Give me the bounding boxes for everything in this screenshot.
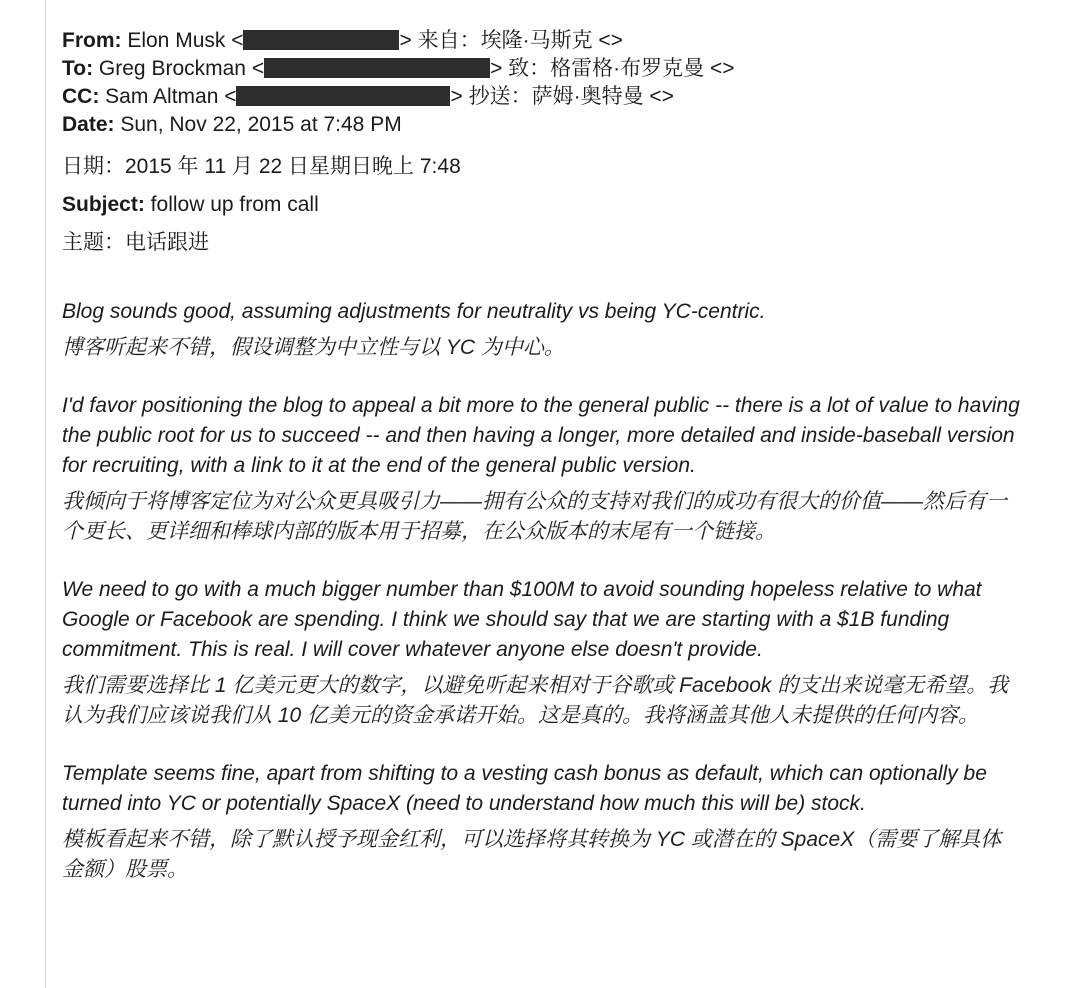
date-line <box>62 111 1022 139</box>
from-name: Elon Musk < <box>121 29 244 52</box>
paragraph-2-en: I'd favor positioning the blog to appeal a bit more to the general public -- there is a lot of value to having the public root for us to succeed -- and then having a longer, more detailed and inside-baseball version for recruiting, with a link to it at the end of the general public version. <box>62 394 1020 477</box>
redacted-email-to <box>264 58 490 78</box>
cc-key: CC: <box>62 85 100 108</box>
quote-border <box>45 0 46 988</box>
redacted-email-from <box>243 30 399 50</box>
to-line <box>62 55 1022 83</box>
to-name: Greg Brockman < <box>93 57 265 80</box>
redacted-email-cc <box>236 86 450 106</box>
paragraph-4-zh: 模板看起来不错，除了默认授予现金红利，可以选择将其转换为 YC 或潜在的 SpaceX（需要了解具体金额）股票。 <box>62 828 1002 881</box>
cc-line <box>62 83 1022 111</box>
paragraph-2-zh: 我倾向于将博客定位为对公众更具吸引力——拥有公众的支持对我们的成功有很大的价值——然后有一个更长、更详细和棒球内部的版本用于招募，在公众版本的末尾有一个链接。 <box>62 490 1007 543</box>
paragraph-3-en: We need to go with a much bigger number than $100M to avoid sounding hopeless relative to what Google or Facebook are spending. I think we should say that we are starting with a $1B funding commitment. This is real. I will cover whatever anyone else doesn't provide. <box>62 578 982 661</box>
subject-line <box>62 191 1022 219</box>
paragraph-4-en: Template seems fine, apart from shifting to a vesting cash bonus as default, which can optionally be turned into YC or potentially SpaceX (need to understand how much this will be) stock. <box>62 762 987 815</box>
date-zh-line: 日期：2015 年 11 月 22 日星期日晚上 7:48 <box>62 155 461 178</box>
to-key: To: <box>62 57 94 80</box>
cc-after: > 抄送：萨姆·奥特曼 <> <box>450 85 674 108</box>
subject-key: Subject: <box>62 193 145 216</box>
from-after: > 来自：埃隆·马斯克 <> <box>399 29 623 52</box>
from-key: From: <box>62 29 122 52</box>
from-line <box>62 27 1022 55</box>
paragraph-3-zh: 我们需要选择比 1 亿美元更大的数字，以避免听起来相对于谷歌或 Facebook 的支出来说毫无希望。我认为我们应该说我们从 10 亿美元的资金承诺开始。这是真的。我将涵盖其他人未提供的任何内容。 <box>62 674 1009 727</box>
date-key: Date: <box>62 113 115 136</box>
to-after: > 致：格雷格·布罗克曼 <> <box>490 57 735 80</box>
cc-name: Sam Altman < <box>99 85 237 108</box>
date-value: Sun, Nov 22, 2015 at 7:48 PM <box>114 113 402 136</box>
subject-zh-line: 主题：电话跟进 <box>62 231 209 254</box>
paragraph-1-en: Blog sounds good, assuming adjustments for neutrality vs being YC-centric. <box>62 300 766 323</box>
subject-value: follow up from call <box>144 193 319 216</box>
email-body <box>62 27 1022 885</box>
paragraph-1-zh: 博客听起来不错，假设调整为中立性与以 YC 为中心。 <box>62 336 565 359</box>
